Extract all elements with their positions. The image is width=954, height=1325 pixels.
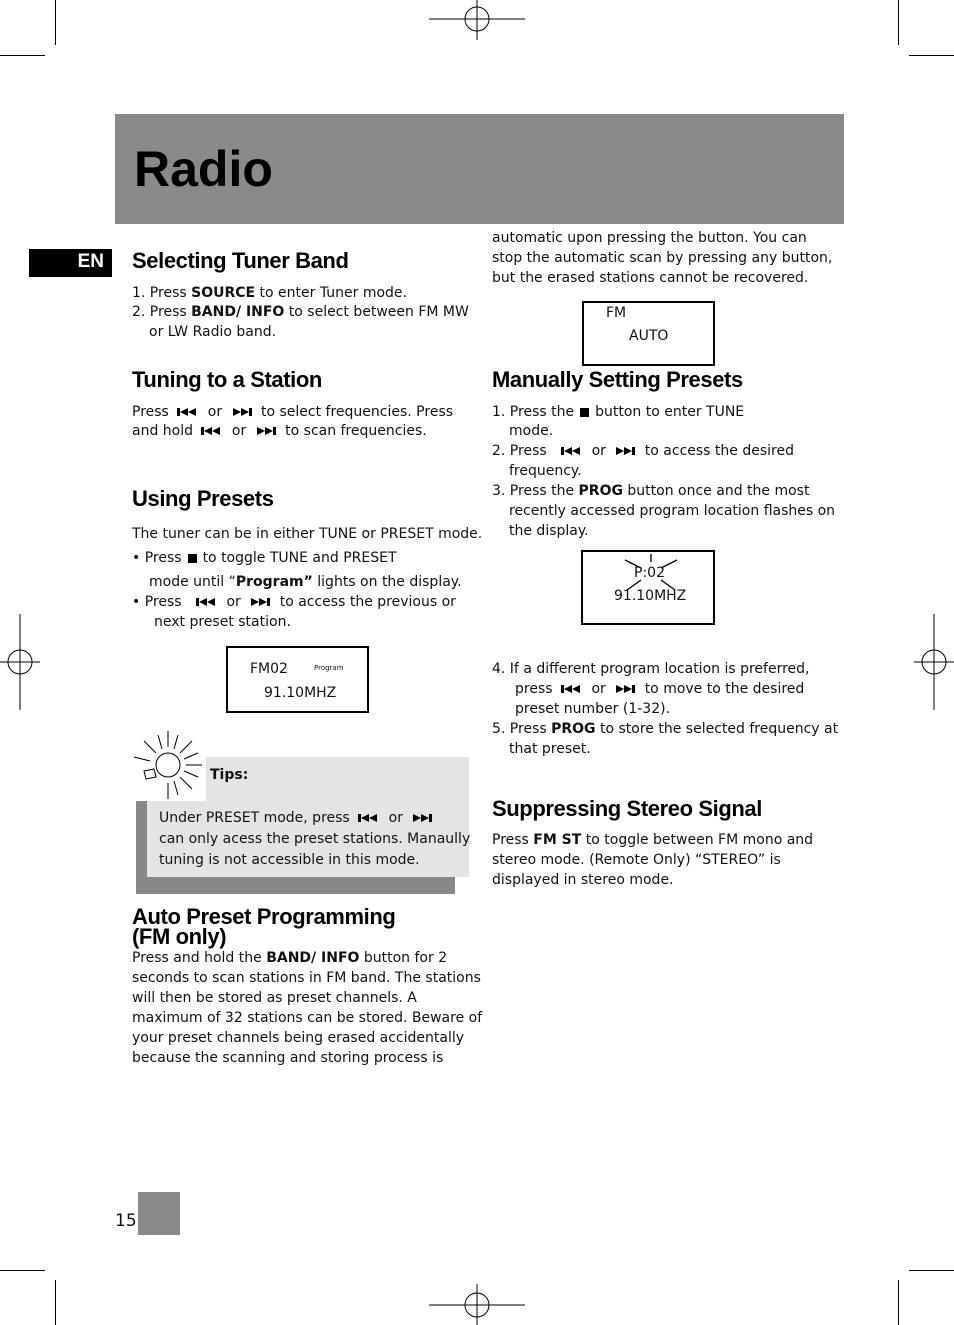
skip-forward-icon	[614, 447, 636, 455]
lcd-display-preset	[226, 646, 369, 713]
crop-mark	[898, 0, 899, 45]
heading-tuning-to-a-station: Tuning to a Station	[132, 367, 322, 392]
manual-step-4-cont2: preset number (1-32).	[515, 701, 671, 717]
heading-auto-preset-sub: (FM only)	[132, 924, 227, 949]
lcd-display-auto	[582, 301, 715, 366]
page-number-box	[138, 1192, 180, 1235]
language-tab	[29, 249, 112, 277]
crop-mark	[0, 1270, 45, 1271]
tips-line-3: tuning is not accessible in this mode.	[159, 852, 420, 868]
tuning-line-2: and hold or to scan frequencies.	[132, 423, 427, 439]
manual-step-5: 5. Press PROG to store the selected frequency at	[492, 721, 839, 737]
auto-line-4: maximum of 32 stations can be stored. Beware of	[132, 1010, 483, 1026]
manual-step-1-cont: mode.	[509, 423, 554, 439]
auto-line-2: seconds to scan stations in FM band. The stations	[132, 970, 481, 986]
registration-mark-icon	[429, 0, 525, 40]
skip-forward-icon	[411, 814, 433, 822]
skip-forward-icon	[614, 685, 636, 693]
skip-forward-icon	[255, 427, 277, 435]
manual-step-3: 3. Press the PROG button once and the most	[492, 483, 810, 499]
lcd-program-indicator: Program	[314, 664, 344, 672]
presets-bullet-2: • Press or to access the previous or	[132, 594, 456, 610]
page-number: 15	[115, 1211, 137, 1231]
lcd-line-2: 91.10MHZ	[264, 685, 337, 701]
presets-intro: The tuner can be in either TUNE or PRESET mode.	[132, 526, 483, 542]
manual-step-1: 1. Press the button to enter TUNE	[492, 404, 745, 420]
manual-step-5-cont: that preset.	[509, 741, 591, 757]
step-1: 1. Press SOURCE to enter Tuner mode.	[132, 285, 407, 301]
lcd-display-program	[581, 550, 715, 625]
registration-mark-icon	[0, 614, 40, 710]
presets-bullet-1-cont: mode until “Program” lights on the display.	[149, 574, 462, 590]
tips-line-2: can only acess the preset stations. Manaully	[159, 831, 471, 847]
auto-line-3: will then be stored as preset channels. A	[132, 990, 417, 1006]
crop-mark	[909, 55, 954, 56]
manual-step-3-cont: recently accessed program location flashes on	[509, 503, 836, 519]
tips-label: Tips:	[210, 767, 249, 783]
lightbulb-icon	[130, 727, 206, 801]
step-2-cont: or LW Radio band.	[149, 324, 277, 340]
heading-suppressing-stereo: Suppressing Stereo Signal	[492, 796, 762, 821]
lcd-line-2: 91.10MHZ	[614, 588, 687, 604]
skip-back-icon	[561, 685, 583, 693]
stereo-line-1: Press FM ST to toggle between FM mono and	[492, 832, 814, 848]
heading-using-presets: Using Presets	[132, 486, 274, 511]
heading-manually-setting-presets: Manually Setting Presets	[492, 367, 743, 392]
tips-line-1: Under PRESET mode, press or	[159, 810, 437, 826]
crop-mark	[909, 1270, 954, 1271]
auto-line-1: Press and hold the BAND/ INFO button for 2	[132, 950, 448, 966]
presets-bullet-2-cont: next preset station.	[154, 614, 291, 630]
registration-mark-icon	[429, 1284, 525, 1325]
stereo-line-3: displayed in stereo mode.	[492, 872, 674, 888]
skip-forward-icon	[231, 408, 253, 416]
heading-auto-preset: Auto Preset Programming	[132, 904, 396, 929]
manual-step-4: 4. If a different program location is preferred,	[492, 661, 810, 677]
heading-selecting-tuner-band: Selecting Tuner Band	[132, 248, 349, 273]
auto-line-6: because the scanning and storing process is	[132, 1050, 444, 1066]
manual-step-2: 2. Press or to access the desired	[492, 443, 794, 459]
crop-mark	[898, 1280, 899, 1325]
presets-bullet-1: • Press to toggle TUNE and PRESET	[132, 550, 397, 566]
skip-back-icon	[358, 814, 380, 822]
lcd-line-2: AUTO	[629, 328, 669, 344]
lcd-line-1: FM02	[250, 661, 288, 677]
stop-button-icon	[188, 554, 197, 563]
skip-back-icon	[196, 598, 218, 606]
crop-mark	[55, 1280, 56, 1325]
registration-mark-icon	[914, 614, 954, 710]
auto-cont-line-2: stop the automatic scan by pressing any button,	[492, 250, 833, 266]
stop-button-icon	[580, 408, 589, 417]
crop-mark	[0, 55, 45, 56]
stereo-line-2: stereo mode. (Remote Only) “STEREO” is	[492, 852, 781, 868]
page-title: Radio	[134, 141, 273, 197]
manual-step-3-cont2: the display.	[509, 523, 589, 539]
skip-forward-icon	[249, 598, 271, 606]
auto-line-5: your preset channels being erased accidentally	[132, 1030, 465, 1046]
skip-back-icon	[561, 447, 583, 455]
manual-step-2-cont: frequency.	[509, 463, 582, 479]
lcd-line-1: P:02	[634, 565, 665, 581]
language-label: EN	[77, 251, 104, 272]
step-2: 2. Press BAND/ INFO to select between FM MW	[132, 304, 469, 320]
auto-cont-line-1: automatic upon pressing the button. You can	[492, 230, 807, 246]
crop-mark	[55, 0, 56, 45]
skip-back-icon	[201, 427, 223, 435]
manual-step-4-cont: press or to move to the desired	[515, 681, 805, 697]
lcd-line-1: FM	[606, 305, 627, 321]
tuning-line-1: Press or to select frequencies. Press	[132, 404, 454, 420]
skip-back-icon	[177, 408, 199, 416]
auto-cont-line-3: but the erased stations cannot be recovered.	[492, 270, 809, 286]
